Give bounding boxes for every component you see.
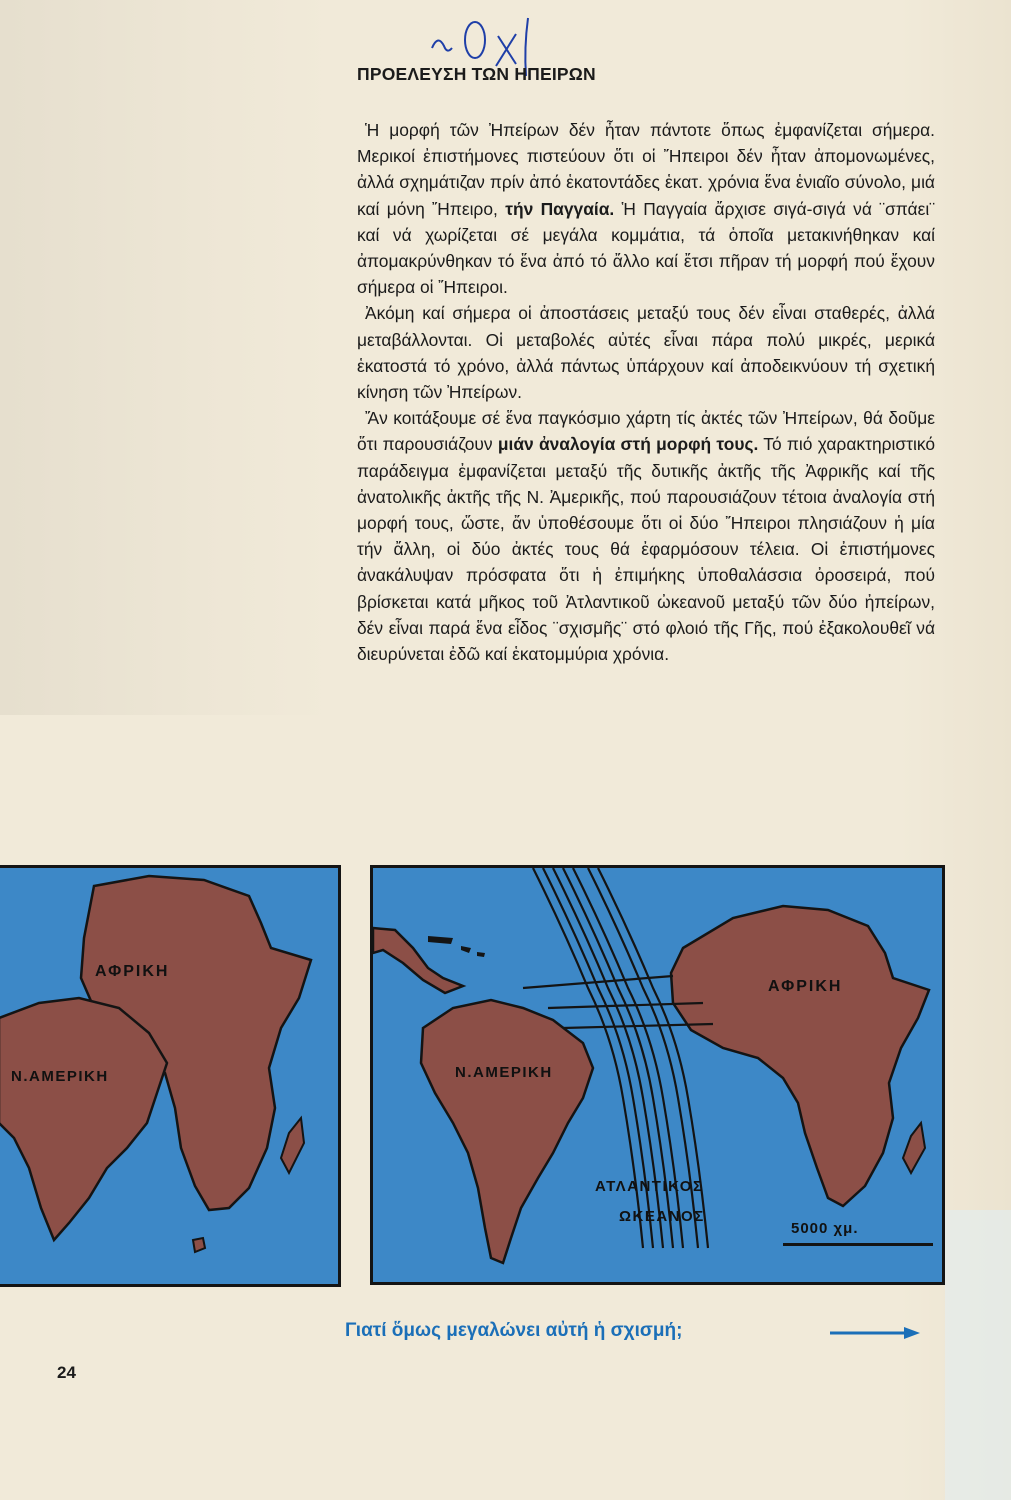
label-africa-right: ΑΦΡΙΚΗ bbox=[768, 978, 843, 995]
paragraph-1: Ἡ μορφή τῶν Ἠπείρων δέν ἦταν πάντοτε ὅπως ἐμφανίζεται σήμερα. Μερικοί ἐπιστήμονες πιστεύουν ὅτι οἱ Ἤπειροι δέν ἦταν ἀπομονωμένες, ἀλλά σχημάτιζαν πρίν ἀπό ἑκατοντάδες ἑκατ. χρόνια ἕνα ἑνιαῖο σύνολο, μιά καί μόνη Ἤπειρο, τήν Παγγαία. Ἡ Παγγαία ἄρχισε σιγά-σιγά νά ¨σπάει¨ καί νά χωρίζεται σέ μεγάλα κομμάτια, τά ὁποῖα μετακινήθηκαν καί ἀπομακρύνθηκαν τό ἕνα ἀπό τό ἄλλο καί ἔτσι πῆραν τή μορφή πού ἔχουν σήμερα οἱ Ἤπειροι. bbox=[357, 120, 935, 298]
madagascar-shape-right bbox=[903, 1123, 925, 1173]
map-present-day bbox=[370, 865, 945, 1285]
south-america-shape bbox=[0, 998, 167, 1240]
paragraph-3: Ἄν κοιτάξουμε σέ ἕνα παγκόσμιο χάρτη τίς ἀκτές τῶν Ἠπείρων, θά δοῦμε ὅτι παρουσιάζουν μιάν ἀναλογία στή μορφή τους. Τό πιό χαρακτηριστικό παράδειγμα ἐμφανίζεται μεταξύ τῆς δυτικῆς ἀκτῆς τῆς Ἀφρικῆς καί τῆς ἀνατολικῆς ἀκτῆς τῆς Ν. Ἀμερικῆς, πού παρουσιάζουν τέτοια ἀναλογία στή μορφή τους, ὥστε, ἄν ὑποθέσουμε ὅτι οἱ δύο Ἤπειροι πλησιάζουν ἡ μία τήν ἄλλη, οἱ δύο ἀκτές τους θά ἐφαρμόσουν τέλεια. Οἱ ἐπιστήμονες ἀνακάλυψαν πρόσφατα ὅτι ἡ ἐπιμήκης ὑποθαλάσσια ὀροσειρά, πού βρίσκεται κατά μῆκος τοῦ Ἀτλαντικοῦ ὠκεανοῦ μεταξύ τῶν δύο ἠπείρων, δέν εἶναι παρά ἕνα εἶδος ¨σχισμῆς¨ στό φλοιό τῆς Γῆς, πού ἐξακολουθεῖ νά διευρύνεται ἐδῶ καί ἑκατομμύρια χρόνια. bbox=[357, 408, 935, 665]
page-number: 24 bbox=[57, 1363, 76, 1382]
madagascar-shape bbox=[281, 1118, 304, 1173]
question-caption: Γιατί ὅμως μεγαλώνει αὐτή ἡ σχισμή; bbox=[345, 1320, 683, 1341]
label-ocean: ΩΚΕΑΝΟΣ bbox=[619, 1208, 705, 1225]
tierra-del-fuego-shape bbox=[193, 1238, 205, 1252]
scale-bar-line bbox=[783, 1243, 933, 1246]
arrow-right-icon bbox=[830, 1326, 920, 1340]
south-america-shape-right bbox=[421, 1000, 593, 1263]
map-pangaea-fit bbox=[0, 865, 341, 1287]
left-page-bleed bbox=[0, 0, 330, 715]
paragraph-2: Ἀκόμη καί σήμερα οἱ ἀποστάσεις μεταξύ τους δέν εἶναι σταθερές, ἀλλά μεταβάλλονται. Οἱ μεταβολές αὐτές εἶναι πάρα πολύ μικρές, μερικά ἑκατοστά τό χρόνο, ἀλλά πάντως ὑπάρχουν καί ἀποδεικνύουν τή σχετική κίνηση τῶν Ἠπείρων. bbox=[357, 303, 935, 403]
label-south-america-left: Ν.ΑΜΕΡΙΚΗ bbox=[11, 1068, 109, 1085]
label-south-america-right: Ν.ΑΜΕΡΙΚΗ bbox=[455, 1064, 553, 1081]
body-text bbox=[357, 117, 935, 667]
label-atlantic: ΑΤΛΑΝΤΙΚΟΣ bbox=[595, 1178, 704, 1195]
scale-label: 5000 χμ. bbox=[791, 1220, 859, 1237]
caribbean-islands bbox=[428, 936, 485, 957]
africa-shape-right bbox=[671, 906, 929, 1206]
right-page-blue-bleed bbox=[945, 1210, 1011, 1500]
page-title: ΠΡΟΕΛΕΥΣΗ ΤΩΝ ΗΠΕΙΡΩΝ bbox=[357, 64, 596, 84]
label-africa-left: ΑΦΡΙΚΗ bbox=[95, 963, 170, 980]
